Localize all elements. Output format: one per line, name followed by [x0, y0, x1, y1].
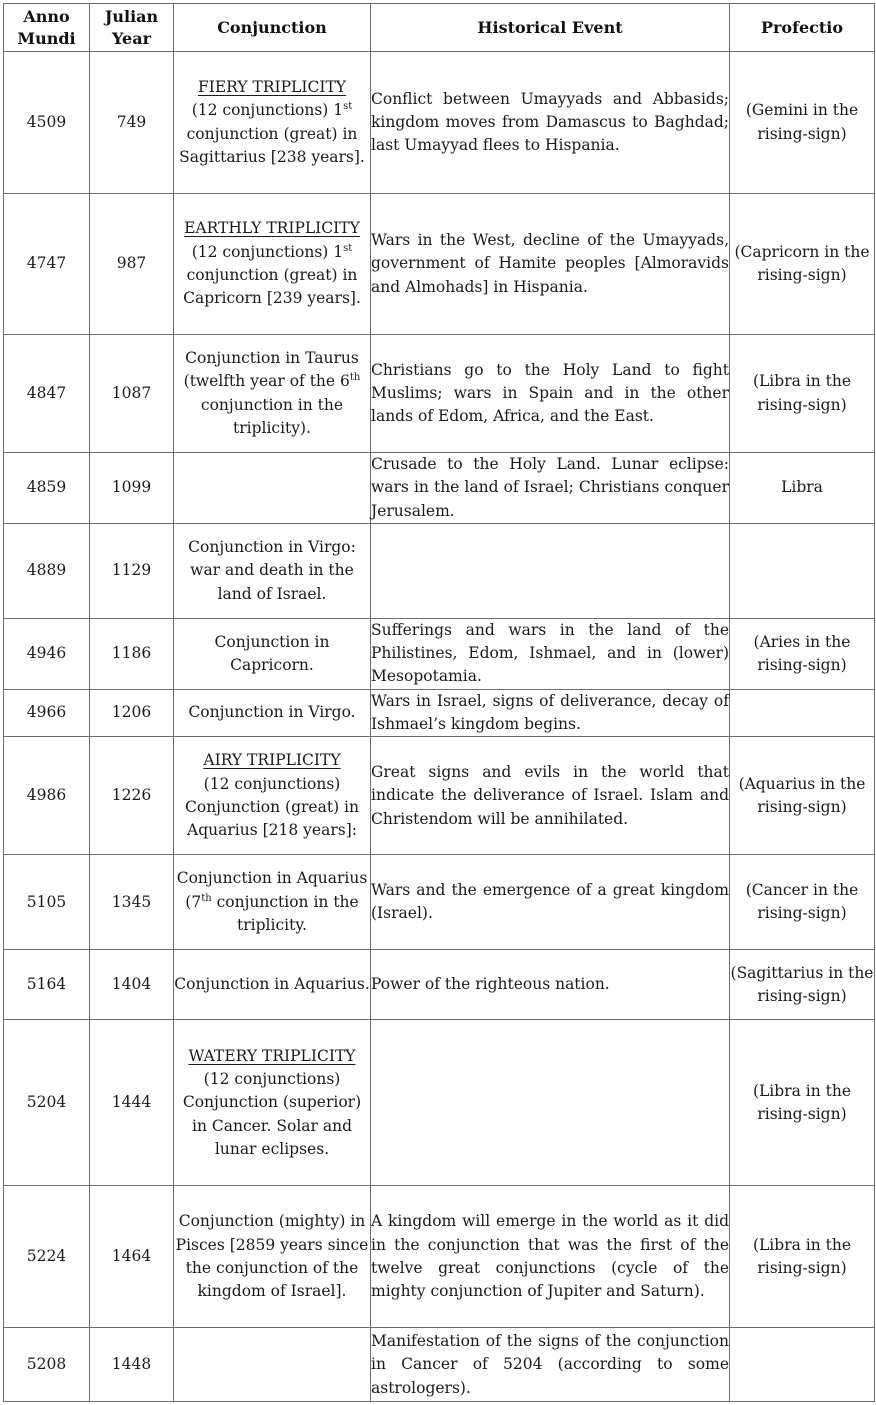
historical-event-cell [371, 194, 730, 335]
julian-year-value: 1464 [111, 1247, 152, 1266]
profectio-text: (Libra in the rising-sign) [752, 372, 852, 414]
table-row [4, 194, 875, 335]
table-header-row [4, 4, 875, 52]
historical-event-cell [371, 1186, 730, 1328]
ordinal-suffix: th [349, 372, 361, 384]
table-row [4, 618, 875, 689]
julian-year-value: 1129 [111, 561, 152, 580]
conjunction-text: Conjunction in Taurus (twelfth year of the 6 [183, 348, 359, 391]
profectio-text: (Libra in the rising-sign) [752, 1081, 852, 1123]
historical-event-text: Conflict between Umayyads and Abbasids; kingdom moves from Damascus to Baghdad; last Umayyad flees to Hispania. [371, 89, 729, 155]
conjunctions-table [3, 3, 875, 1402]
conjunction-text: Conjunction in Capricorn. [214, 632, 330, 674]
profectio-text: (Sagittarius in the rising-sign) [730, 963, 874, 1005]
historical-event-text: Sufferings and wars in the land of the Philistines, Edom, Ishmael, and in (lower) Mesopotamia. [371, 620, 729, 686]
julian-year-cell [90, 1328, 174, 1402]
anno-mundi-value: 5204 [26, 1093, 67, 1112]
conjunction-cell [174, 523, 371, 618]
anno-mundi-cell [4, 52, 90, 194]
table-row [4, 855, 875, 950]
julian-year-value: 1226 [111, 786, 152, 805]
profectio-cell [730, 737, 875, 855]
historical-event-cell [371, 689, 730, 737]
header-anno-mundi: Anno Mundi [4, 4, 90, 52]
ordinal-suffix: st [343, 242, 353, 254]
conjunction-text-cont: conjunction (great) in Capricorn [239 years]. [183, 266, 361, 308]
table-row [4, 453, 875, 524]
julian-year-cell [90, 52, 174, 194]
conjunction-text: Conjunction in Aquarius. [174, 975, 370, 994]
header-conjunction: Conjunction [174, 4, 371, 52]
profectio-cell [730, 1020, 875, 1186]
conjunction-cell [174, 194, 371, 335]
historical-event-text: Wars in Israel, signs of deliverance, decay of Ishmael’s kingdom begins. [371, 691, 729, 734]
anno-mundi-value: 4509 [26, 112, 67, 131]
table-row [4, 950, 875, 1020]
anno-mundi-cell [4, 855, 90, 950]
triplicity-title: FIERY TRIPLICITY [197, 77, 347, 96]
anno-mundi-cell [4, 689, 90, 737]
historical-event-text: Wars in the West, decline of the Umayyads, government of Hamite peoples [Almoravids and Almohads] in Hispania. [371, 231, 729, 296]
julian-year-value: 749 [116, 112, 147, 131]
julian-year-value: 1404 [111, 975, 152, 994]
historical-event-text: Great signs and evils in the world that indicate the deliverance of Israel. Islam and Christendom will be annihilated. [371, 762, 729, 828]
conjunction-cell [174, 689, 371, 737]
anno-mundi-cell [4, 335, 90, 453]
anno-mundi-value: 4986 [26, 786, 67, 805]
julian-year-cell [90, 194, 174, 335]
julian-year-value: 1186 [111, 644, 152, 663]
anno-mundi-value: 4966 [26, 703, 67, 722]
julian-year-cell [90, 855, 174, 950]
profectio-cell [730, 855, 875, 950]
profectio-cell [730, 950, 875, 1020]
table-row [4, 737, 875, 855]
historical-event-cell [371, 453, 730, 524]
conjunction-text: Conjunction (mighty) in Pisces [2859 years since the conjunction of the kingdom of Israel]. [175, 1212, 369, 1301]
ordinal-suffix: st [343, 101, 353, 113]
conjunction-text: Conjunction in Aquarius (7 [176, 869, 368, 911]
profectio-cell [730, 1328, 875, 1402]
table-row [4, 1328, 875, 1402]
triplicity-title: WATERY TRIPLICITY [188, 1046, 356, 1065]
header-julian-year: Julian Year [90, 4, 174, 52]
conjunction-cell [174, 618, 371, 689]
conjunction-cell [174, 950, 371, 1020]
conjunction-cell [174, 737, 371, 855]
ordinal-suffix: th [201, 892, 212, 904]
historical-event-text: Crusade to the Holy Land. Lunar eclipse: wars in the land of Israel; Christians conquer Jerusalem. [371, 455, 729, 520]
historical-event-text: A kingdom will emerge in the world as it did in the conjunction that was the first of the twelve great conjunctions (cycle of the mighty conjunction of Jupiter and Saturn). [371, 1212, 729, 1301]
conjunction-text: (12 conjunctions) 1 [191, 242, 344, 261]
anno-mundi-value: 5208 [26, 1355, 67, 1374]
conjunction-text: Conjunction in Virgo. [188, 703, 356, 722]
conjunction-cell [174, 1186, 371, 1328]
anno-mundi-value: 4859 [26, 478, 67, 497]
table-row [4, 335, 875, 453]
profectio-text: (Libra in the rising-sign) [752, 1235, 852, 1277]
profectio-text: (Cancer in the rising-sign) [745, 881, 859, 923]
anno-mundi-cell [4, 950, 90, 1020]
julian-year-cell [90, 618, 174, 689]
conjunction-text-cont: conjunction in the triplicity. [211, 892, 359, 935]
julian-year-cell [90, 453, 174, 524]
julian-year-value: 1206 [111, 703, 152, 722]
profectio-cell [730, 689, 875, 737]
profectio-cell [730, 194, 875, 335]
historical-event-cell [371, 52, 730, 194]
anno-mundi-value: 4889 [26, 561, 67, 580]
profectio-text: (Aquarius in the rising-sign) [738, 774, 866, 816]
table-row [4, 689, 875, 737]
anno-mundi-cell [4, 194, 90, 335]
julian-year-value: 1345 [111, 892, 152, 911]
conjunction-text-cont: conjunction in the triplicity). [200, 395, 344, 437]
historical-event-text: Power of the righteous nation. [371, 975, 610, 994]
anno-mundi-cell [4, 1328, 90, 1402]
historical-event-text: Christians go to the Holy Land to fight Muslims; wars in Spain and in the other lands of Edom, Africa, and the East. [371, 360, 729, 426]
conjunction-text-cont: conjunction (great) in Sagittarius [238 years]. [179, 124, 365, 166]
conjunction-cell [174, 453, 371, 524]
historical-event-text: Manifestation of the signs of the conjunction in Cancer of 5204 (according to some astrologers). [371, 1331, 729, 1397]
profectio-text: Libra [781, 478, 823, 497]
conjunction-cell [174, 52, 371, 194]
julian-year-value: 1099 [111, 478, 152, 497]
julian-year-cell [90, 335, 174, 453]
julian-year-cell [90, 689, 174, 737]
historical-event-cell [371, 1020, 730, 1186]
julian-year-value: 1444 [111, 1093, 152, 1112]
conjunction-text: (12 conjunctions) Conjunction (great) in Aquarius [218 years]: [185, 774, 359, 840]
anno-mundi-value: 4847 [26, 383, 67, 402]
table-row [4, 52, 875, 194]
historical-event-text: Wars and the emergence of a great kingdom (Israel). [371, 881, 729, 923]
header-profectio: Profectio [730, 4, 875, 52]
anno-mundi-value: 5164 [26, 975, 67, 994]
conjunction-text: Conjunction in Virgo: war and death in the land of Israel. [188, 537, 356, 603]
julian-year-cell [90, 737, 174, 855]
historical-event-cell [371, 1328, 730, 1402]
anno-mundi-cell [4, 737, 90, 855]
header-historical-event: Historical Event [371, 4, 730, 52]
triplicity-title: EARTHLY TRIPLICITY [184, 219, 360, 238]
profectio-text: (Aries in the rising-sign) [753, 632, 851, 674]
julian-year-cell [90, 523, 174, 618]
historical-event-cell [371, 950, 730, 1020]
anno-mundi-value: 5224 [26, 1247, 67, 1266]
profectio-cell [730, 453, 875, 524]
table-row [4, 1186, 875, 1328]
table-row [4, 523, 875, 618]
anno-mundi-cell [4, 1186, 90, 1328]
table-row [4, 1020, 875, 1186]
historical-event-cell [371, 335, 730, 453]
anno-mundi-cell [4, 523, 90, 618]
triplicity-title: AIRY TRIPLICITY [203, 751, 341, 770]
julian-year-cell [90, 950, 174, 1020]
conjunction-text: (12 conjunctions) Conjunction (superior) in Cancer. Solar and lunar eclipses. [182, 1069, 362, 1158]
conjunction-cell [174, 1328, 371, 1402]
anno-mundi-cell [4, 1020, 90, 1186]
anno-mundi-value: 5105 [26, 892, 67, 911]
julian-year-value: 1448 [111, 1355, 152, 1374]
anno-mundi-value: 4747 [26, 254, 67, 273]
anno-mundi-cell [4, 618, 90, 689]
historical-event-cell [371, 737, 730, 855]
julian-year-value: 987 [116, 254, 147, 273]
conjunction-text: (12 conjunctions) 1 [191, 101, 344, 120]
julian-year-cell [90, 1020, 174, 1186]
profectio-cell [730, 52, 875, 194]
profectio-cell [730, 523, 875, 618]
julian-year-value: 1087 [111, 383, 152, 402]
anno-mundi-cell [4, 453, 90, 524]
profectio-text: (Gemini in the rising-sign) [745, 101, 859, 143]
historical-event-cell [371, 855, 730, 950]
historical-event-cell [371, 618, 730, 689]
profectio-cell [730, 618, 875, 689]
conjunction-cell [174, 335, 371, 453]
julian-year-cell [90, 1186, 174, 1328]
profectio-cell [730, 335, 875, 453]
conjunction-cell [174, 1020, 371, 1186]
profectio-text: (Capricorn in the rising-sign) [734, 242, 870, 284]
historical-event-cell [371, 523, 730, 618]
conjunction-cell [174, 855, 371, 950]
anno-mundi-value: 4946 [26, 644, 67, 663]
profectio-cell [730, 1186, 875, 1328]
